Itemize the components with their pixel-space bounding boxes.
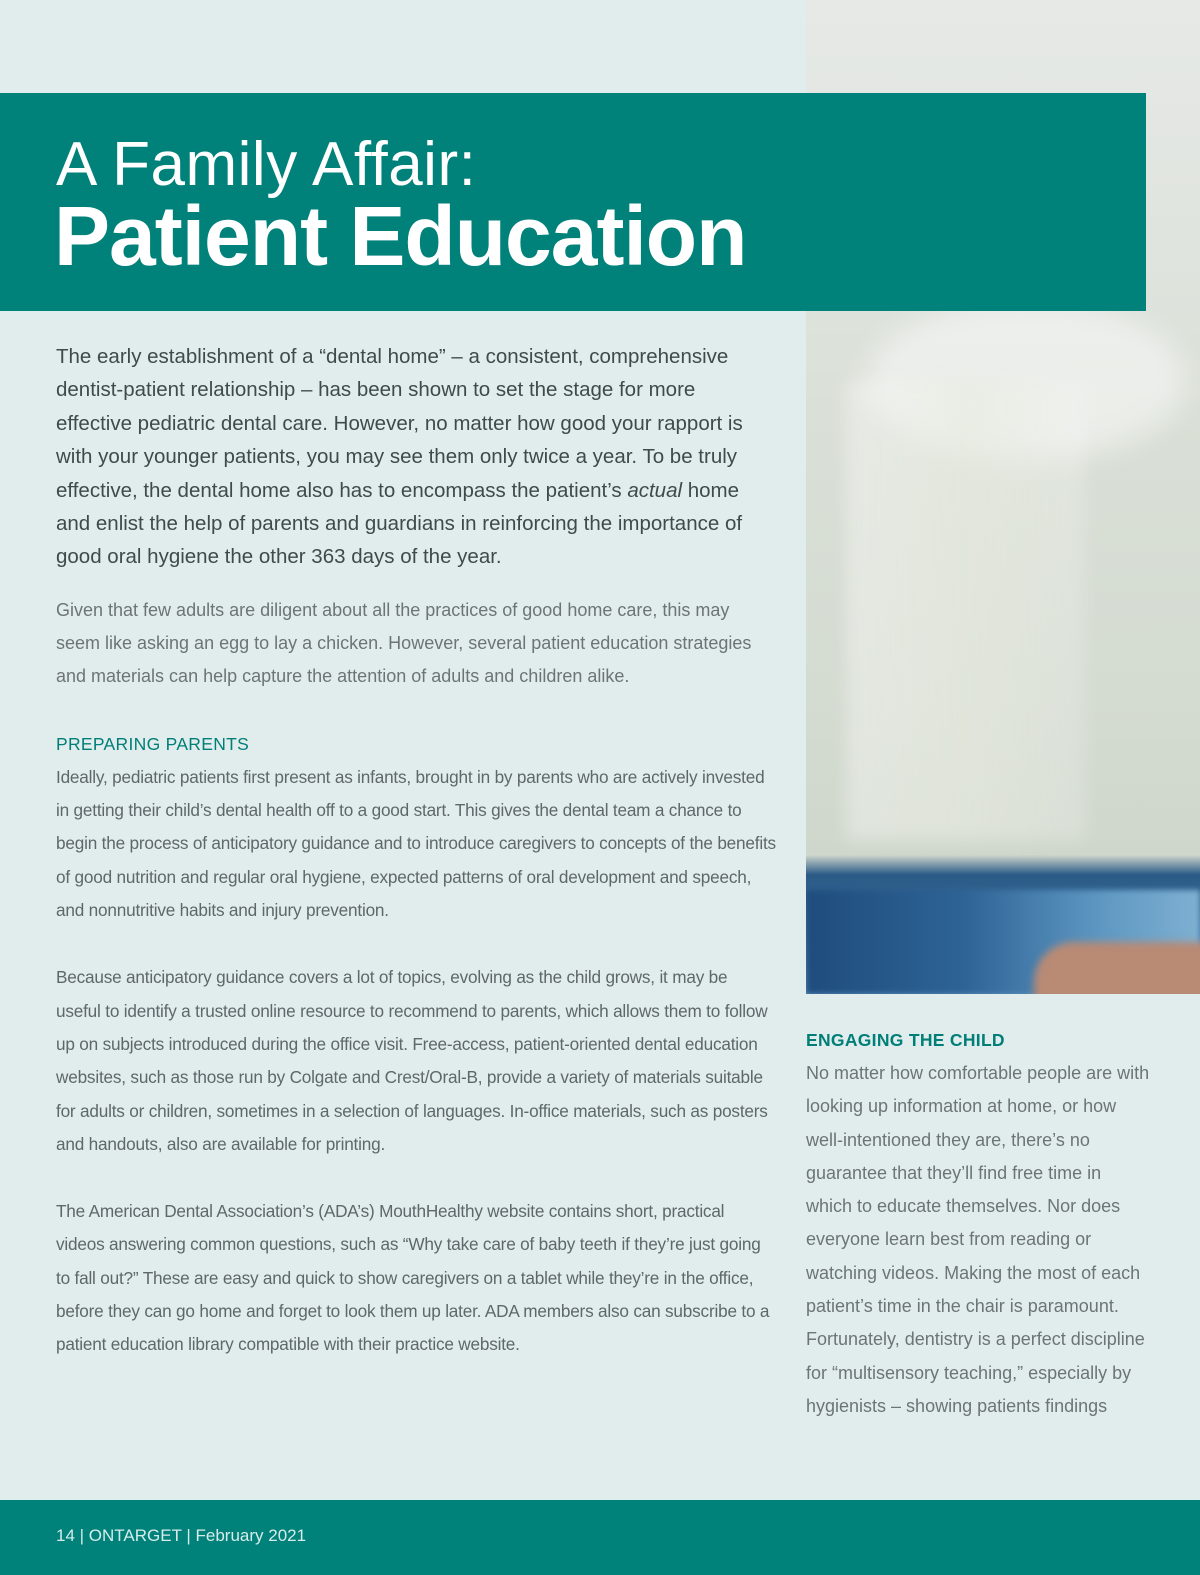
section-heading-preparing-parents: PREPARING PARENTS (56, 733, 250, 754)
lead-text-end: home and enlist the help of parents and guardians in reinforcing the importance of good oral hygiene the other 363 days of the year. (56, 478, 743, 569)
body-paragraph: Because anticipatory guidance covers a lot of topics, evolving as the child grows, it may be useful to identify a trusted online resource to recommend to parents, which allows them to follow up on subjects introduced during the office visit. Free-access, patient-oriented dental education websites, such as those run by Colgate and Crest/Oral-B, provide a variety of materials suitable for adults or children, sometimes in a selection of languages. In-office materials, such as posters and handouts, also are available for printing. (56, 967, 768, 1154)
lead-emphasis: actual (627, 478, 683, 502)
photo-hand (1034, 942, 1200, 994)
page-footer (0, 1500, 1200, 1575)
article-kicker: A Family Affair: (56, 130, 477, 199)
body-paragraph: Ideally, pediatric patients first present as infants, brought in by parents who are actively invested in getting their child’s dental health off to a good start. This gives the dental team a chance to begin the process of anticipatory guidance and to introduce caregivers to concepts of the benefits of good nutrition and regular oral hygiene, expected patterns of oral development and speech, and nonnutritive habits and injury prevention. (56, 766, 776, 921)
lead-text-start: The early establishment of a “dental home” – a consistent, comprehensive dentist-patient relationship – has been shown to set the stage for more effective pediatric dental care. However, no matter how good your rapport is with your younger patients, you may see them only twice a year. To be truly effective, the dental home also has to encompass the patient’s (56, 345, 743, 502)
lead-paragraph (56, 340, 776, 574)
body-paragraph: The American Dental Association’s (ADA’s) MouthHealthy website contains short, practical videos answering common questions, such as “Why take care of baby teeth if they’re just going to fall out?” These are easy and quick to show caregivers on a tablet while they’re in the office, before they can go home and forget to look them up later. ADA members also can subscribe to a patient education library compatible with their practice website. (56, 1201, 770, 1355)
section-heading-engaging-child: ENGAGING THE CHILD (806, 1030, 1005, 1050)
intro-paragraph: Given that few adults are diligent about all the practices of good home care, this may seem like asking an egg to lay a chicken. However, several patient education strategies and materials can help capture the attention of adults and children alike. (56, 599, 752, 686)
side-column (806, 1025, 1151, 1423)
footer-folio: 14 | ONTARGET | February 2021 (56, 1526, 307, 1545)
side-paragraph: No matter how comfortable people are with looking up information at home, or how well-intentioned they are, there’s no guarantee that they’ll find free time in which to educate themselves. Nor does everyone learn best from reading or watching videos. Making the most of each patient’s time in the chair is paramount. Fortunately, dentistry is a perfect discipline for “multisensory teaching,” especially by hygienists – showing patients findings (806, 1063, 1150, 1416)
main-column (56, 340, 776, 1362)
photo-blur-bed (846, 380, 1086, 840)
article-title: Patient Education (54, 189, 747, 283)
